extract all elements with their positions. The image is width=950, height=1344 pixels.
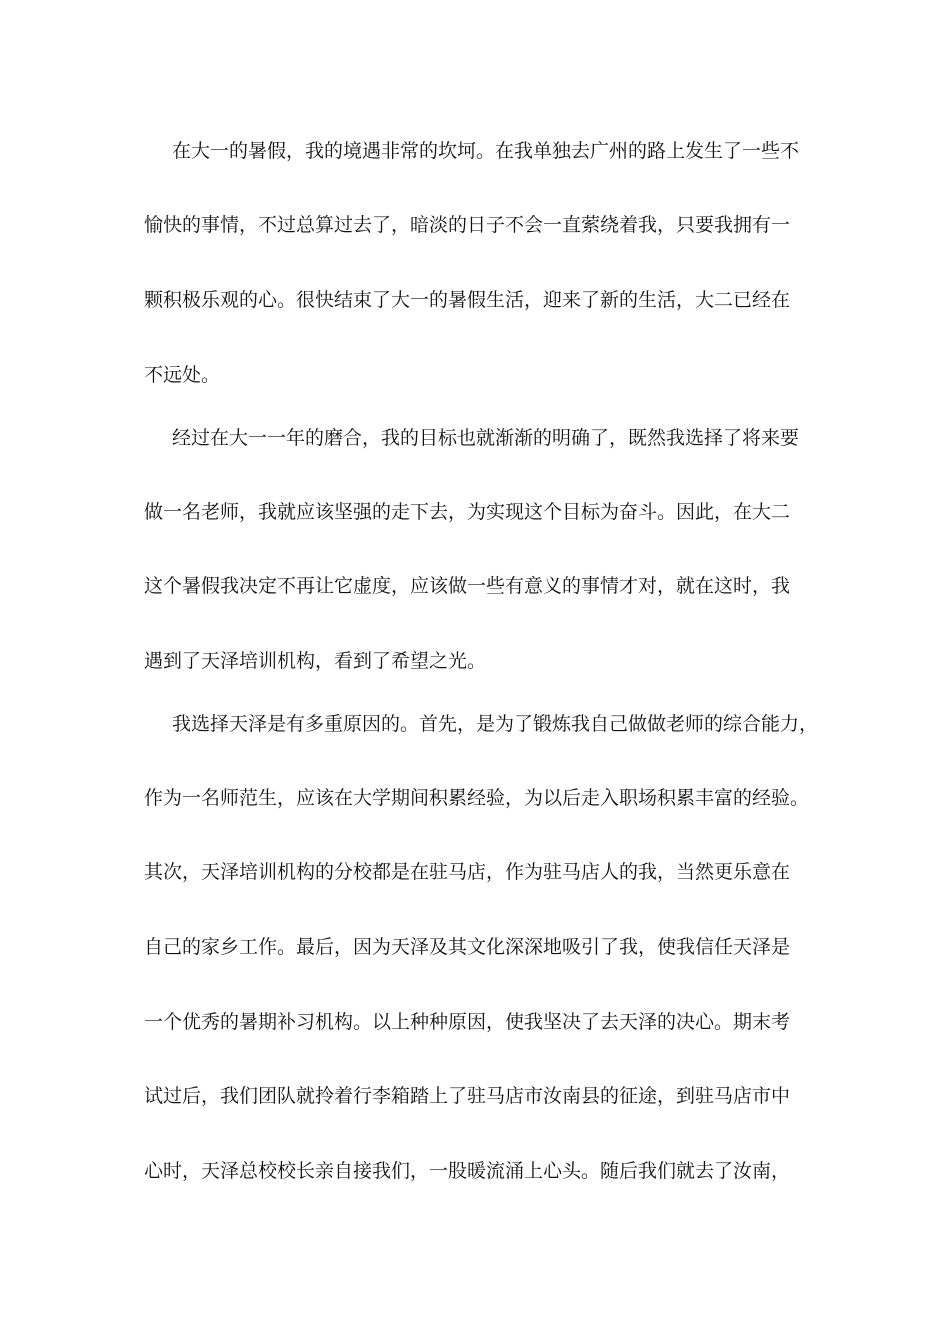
paragraph-1-line-2: 愉快的事情，不过总算过去了，暗淡的日子不会一直萦绕着我，只要我拥有一: [144, 214, 791, 236]
paragraph-3-line-5: 一个优秀的暑期补习机构。以上种种原因，使我坚决了去天泽的决心。期末考: [144, 1011, 791, 1033]
paragraph-3-line-4: 自己的家乡工作。最后，因为天泽及其文化深深地吸引了我，使我信任天泽是: [144, 936, 791, 958]
paragraph-1-line-1: 在大一的暑假，我的境遇非常的坎坷。在我单独去广州的路上发生了一些不: [172, 140, 800, 162]
paragraph-1-line-4: 不远处。: [144, 364, 221, 386]
paragraph-3-line-3: 其次，天泽培训机构的分校都是在驻马店，作为驻马店人的我，当然更乐意在: [144, 861, 791, 883]
paragraph-3-line-7: 心时，天泽总校校长亲自接我们，一股暖流涌上心头。随后我们就去了汝南，: [144, 1160, 791, 1182]
paragraph-3-line-1: 我选择天泽是有多重原因的。首先，是为了锻炼我自己做做老师的综合能力，: [172, 713, 819, 735]
paragraph-2-line-1: 经过在大一一年的磨合，我的目标也就渐渐的明确了，既然我选择了将来要: [172, 427, 800, 449]
paragraph-2-line-4: 遇到了天泽培训机构，看到了希望之光。: [144, 650, 487, 672]
paragraph-3-line-6: 试过后，我们团队就拎着行李箱踏上了驻马店市汝南县的征途，到驻马店市中: [144, 1085, 791, 1107]
paragraph-2-line-2: 做一名老师，我就应该坚强的走下去，为实现这个目标为奋斗。因此，在大二: [144, 501, 791, 523]
paragraph-2-line-3: 这个暑假我决定不再让它虚度，应该做一些有意义的事情才对，就在这时，我: [144, 575, 791, 597]
paragraph-1-line-3: 颗积极乐观的心。很快结束了大一的暑假生活，迎来了新的生活，大二已经在: [144, 289, 791, 311]
paragraph-3-line-2: 作为一名师范生，应该在大学期间积累经验，为以后走入职场积累丰富的经验。: [144, 787, 810, 809]
